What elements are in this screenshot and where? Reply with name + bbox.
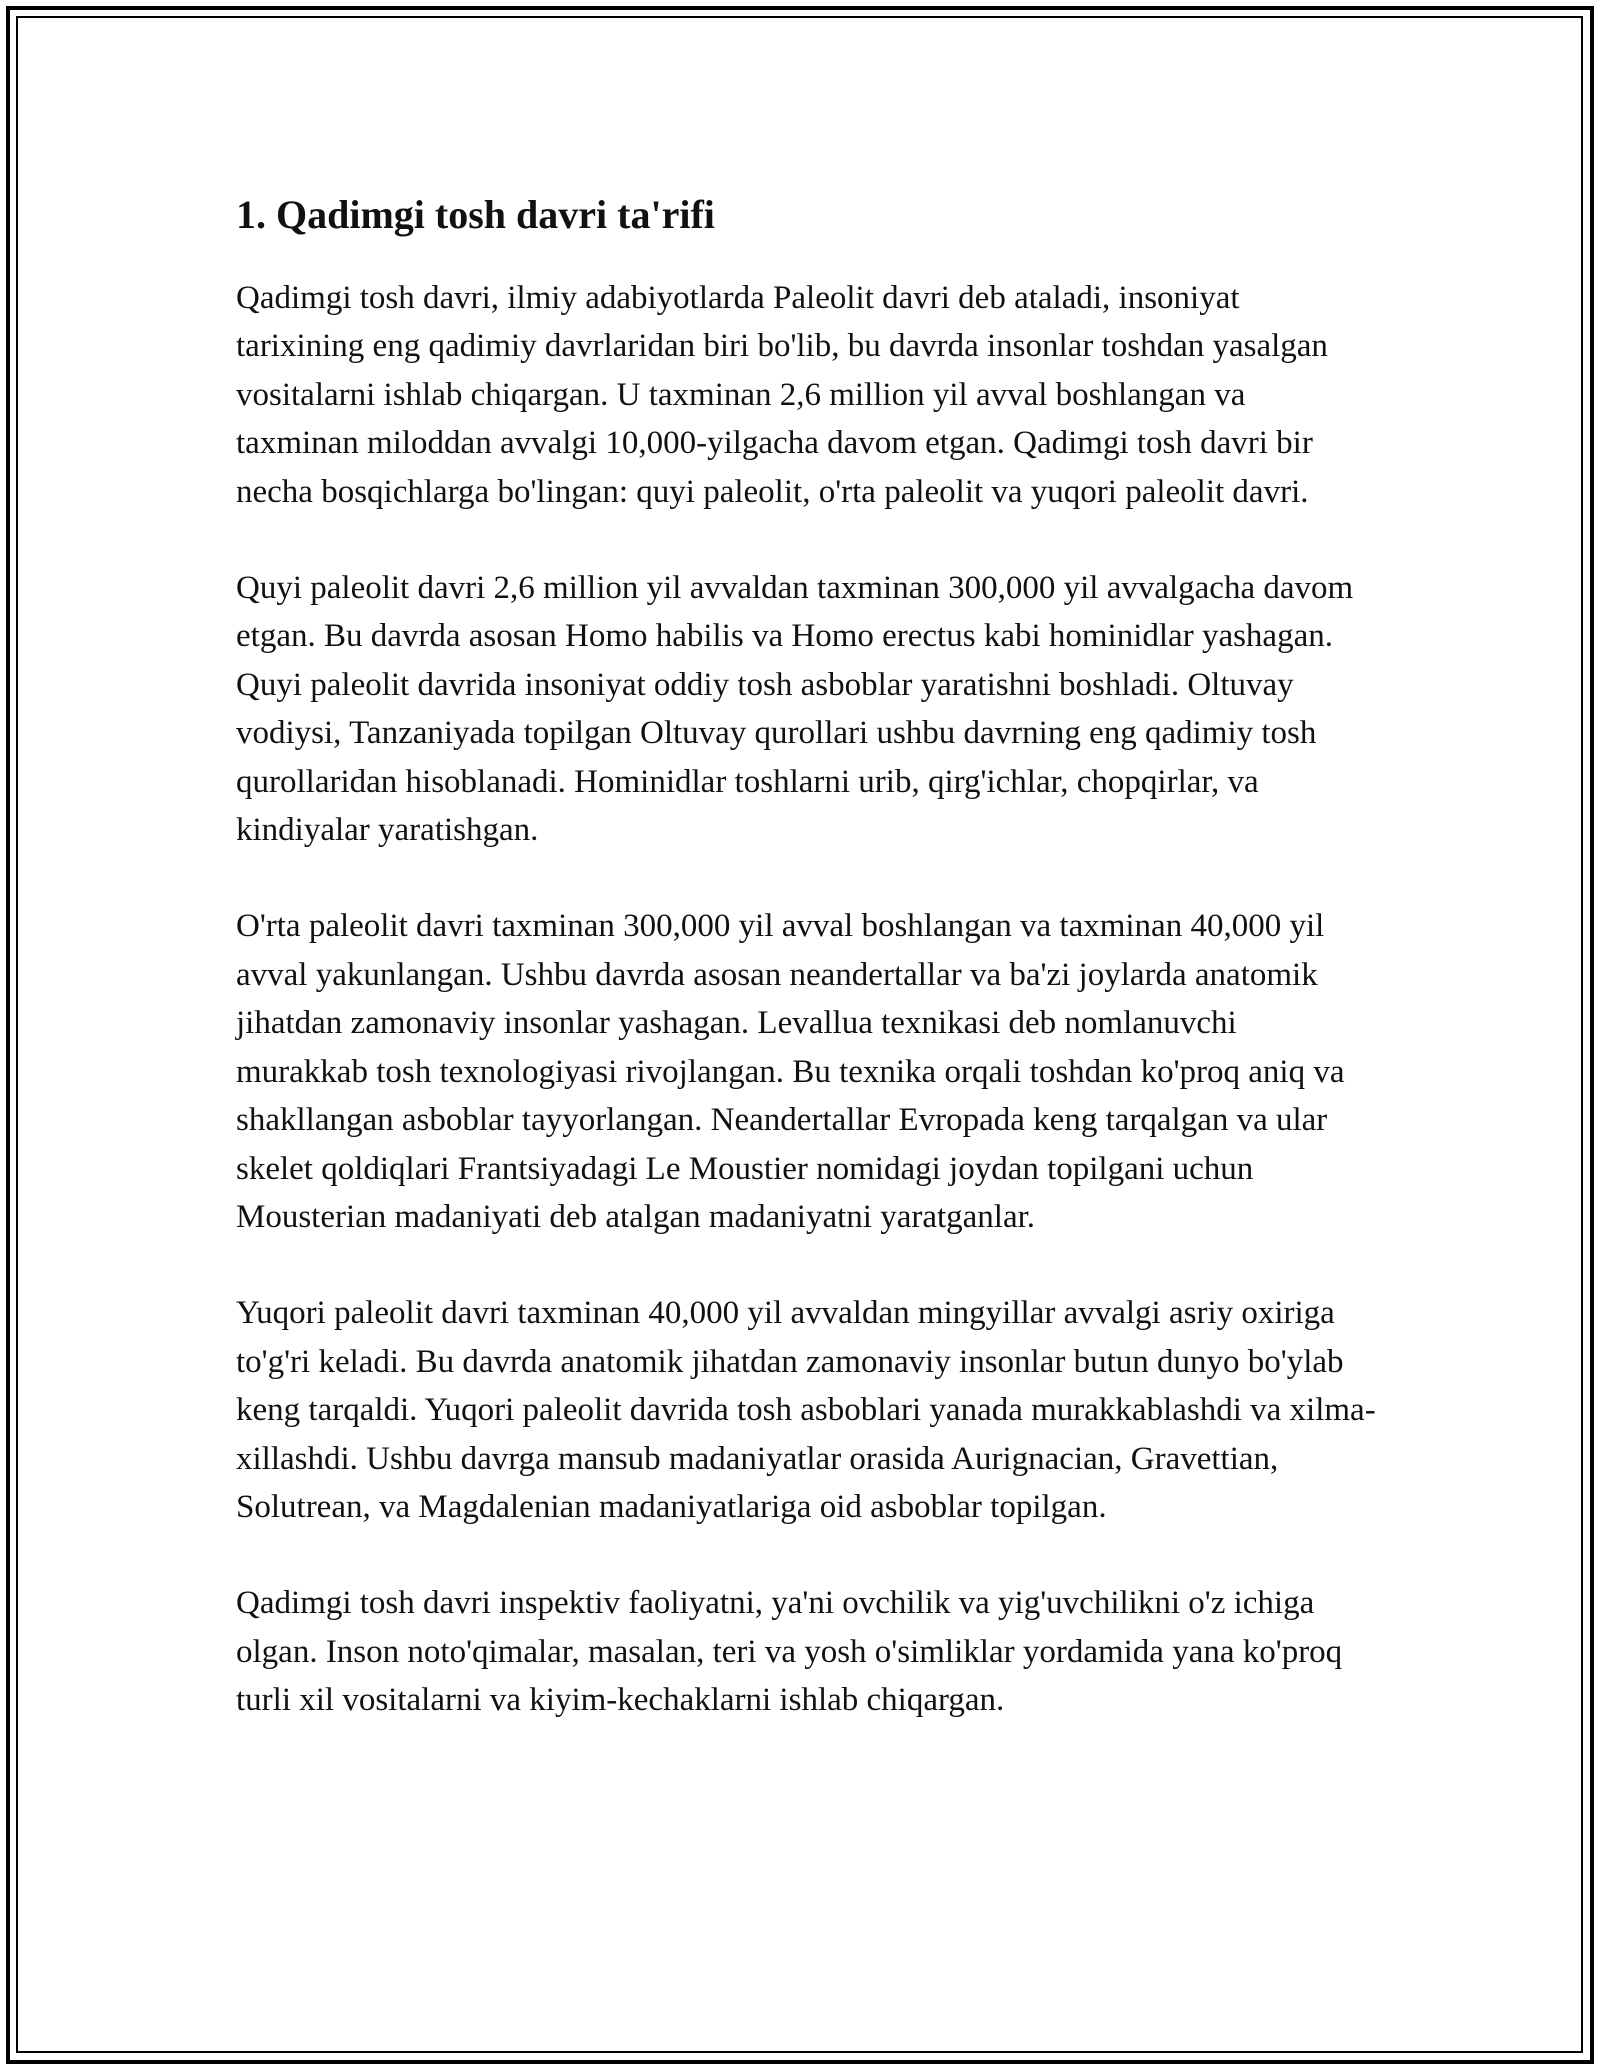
document-body <box>236 190 1376 1773</box>
paragraph-lower-paleolithic: Quyi paleolit davri 2,6 million yil avvaldan taxminan 300,000 yil avvalgacha davom etgan. Bu davrda asosan Homo habilis va Homo erectus kabi hominidlar yashagan. Quyi paleolit davrida insoniyat oddiy tosh asboblar yaratishni boshladi. Oltuvay vodiysi, Tanzaniyada topilgan Oltuvay qurollari ushbu davrning eng qadimiy tosh qurollaridan hisoblanadi. Hominidlar toshlarni urib, qirg'ichlar, chopqirlar, va kindiyalar yaratishgan. <box>236 570 1354 849</box>
paragraph-upper-paleolithic: Yuqori paleolit davri taxminan 40,000 yil avvaldan mingyillar avvalgi asriy oxiriga to'g'ri keladi. Bu davrda anatomik jihatdan zamonaviy insonlar butun dunyo bo'ylab keng tarqaldi. Yuqori paleolit davrida tosh asboblari yanada murakkablashdi va xilma-xillashdi. Ushbu davrga mansub madaniyatlar orasida Aurignacian, Gravettian, Solutrean, va Magdalenian madaniyatlariga oid asboblar topilgan. <box>236 1295 1376 1525</box>
paragraph-activities: Qadimgi tosh davri inspektiv faoliyatni, ya'ni ovchilik va yig'uvchilikni o'z ichiga olgan. Inson noto'qimalar, masalan, teri va yosh o'simliklar yordamida yana ko'proq turli xil vositalarni va kiyim-kechaklarni ishlab chiqargan. <box>236 1585 1343 1719</box>
paragraph-intro: Qadimgi tosh davri, ilmiy adabiyotlarda Paleolit davri deb ataladi, insoniyat tarixining eng qadimiy davrlaridan biri bo'lib, bu davrda insonlar toshdan yasalgan vositalarni ishlab chiqargan. U taxminan 2,6 million yil avval boshlangan va taxminan miloddan avvalgi 10,000-yilgacha davom etgan. Qadimgi tosh davri bir necha bosqichlarga bo'lingan: quyi paleolit, o'rta paleolit va yuqori paleolit davri. <box>236 280 1328 510</box>
paragraph-middle-paleolithic: O'rta paleolit davri taxminan 300,000 yil avval boshlangan va taxminan 40,000 yil avval yakunlangan. Ushbu davrda asosan neandertallar va ba'zi joylarda anatomik jihatdan zamonaviy insonlar yashagan. Levallua texnikasi deb nomlanuvchi murakkab tosh texnologiyasi rivojlangan. Bu texnika orqali toshdan ko'proq aniq va shakllangan asboblar tayyorlangan. Neandertallar Evropada keng tarqalgan va ular skelet qoldiqlari Frantsiyadagi Le Moustier nomidagi joydan topilgani uchun Mousterian madaniyati deb atalgan madaniyatni yaratganlar. <box>236 908 1345 1235</box>
section-heading: 1. Qadimgi tosh davri ta'rifi <box>236 192 715 237</box>
